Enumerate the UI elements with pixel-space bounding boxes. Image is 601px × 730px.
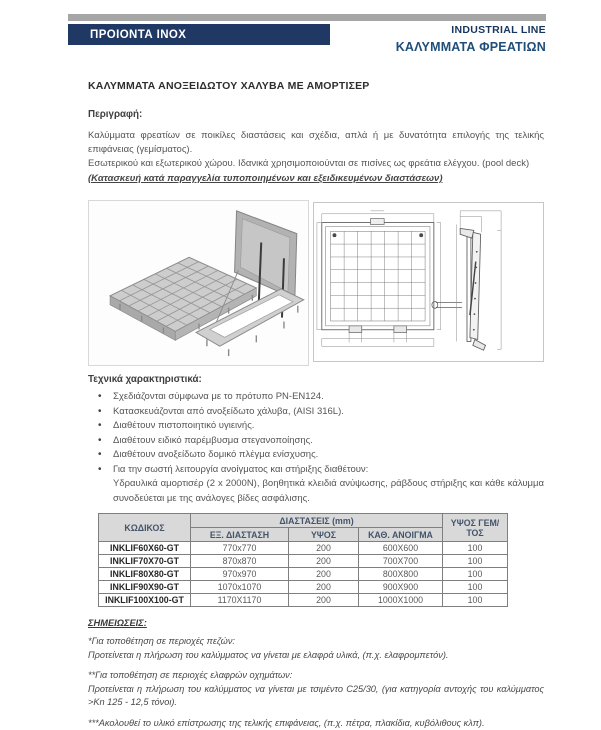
spec-item: • Κατασκευάζονται από ανοξείδωτο χάλυβα, (AISI 316L). xyxy=(88,405,544,420)
height-value: 200 xyxy=(289,568,359,581)
note-lead: ***Ακολουθεί το υλικό επίστρωσης της τελικής επιφάνειας, (π.χ. πέτρα, πλακίδια, κυβόλιθους κλπ). xyxy=(88,717,544,730)
table-row xyxy=(99,568,508,581)
product-code: INKLIF60X60-GT xyxy=(99,542,191,555)
product-code: INKLIF90X90-GT xyxy=(99,581,191,594)
fill-height: 100 xyxy=(443,542,508,555)
height-value: 200 xyxy=(289,555,359,568)
note-body: Προτείνεται η πλήρωση του καλύμματος να γίνεται με ελαφρά υλικά, (π.χ. ελαφρομπετόν). xyxy=(88,649,544,663)
spec-item: • Για την σωστή λειτουργία ανοίγματος και στήριξης διαθέτουν: xyxy=(88,463,544,478)
description-paragraph-1: Καλύμματα φρεατίων σε ποικίλες διαστάσεις και σχέδια, απλά ή με δυνατότητα επιλογής της τελικής επιφάνειας (γεμίσματος). xyxy=(88,129,544,157)
ext-dimension: 870x870 xyxy=(191,555,289,568)
specs-heading: Τεχνικά χαρακτηριστικά: xyxy=(88,374,544,385)
fill-height: 100 xyxy=(443,594,508,607)
header-right xyxy=(396,25,546,53)
page-title: ΚΑΛΥΜΜΑΤΑ ΑΝΟΞΕΙΔΩΤΟΥ ΧΑΛΥΒΑ ΜΕ ΑΜΟΡΤΙΣΕΡ xyxy=(88,80,544,92)
note-lead: *Για τοποθέτηση σε περιοχές πεζών: xyxy=(88,635,544,649)
technical-drawing xyxy=(313,202,544,362)
table-row xyxy=(99,555,508,568)
col-header-clear-opening: ΚΑΘ. ΑΝΟΙΓΜΑ xyxy=(359,528,443,542)
col-header-dimensions: ΔΙΑΣΤΑΣΕΙΣ (mm) xyxy=(191,514,443,528)
note-body: Προτείνεται η πλήρωση του καλύμματος να γίνεται με τσιμέντο C25/30, (για κατηγορία αντοχής του καλύμματος >Κn 125 - 12,5 τόνοι). xyxy=(88,683,544,710)
manhole-cover-render-image xyxy=(89,201,308,365)
fill-height: 100 xyxy=(443,555,508,568)
header-gray-bar xyxy=(68,14,546,21)
notes-heading: ΣΗΜΕΙΩΣΕΙΣ: xyxy=(88,618,544,628)
clear-opening: 600X600 xyxy=(359,542,443,555)
document-body xyxy=(88,80,544,730)
product-code: INKLIF80X80-GT xyxy=(99,568,191,581)
note-lead: **Για τοποθέτηση σε περιοχές ελαφρών οχημάτων: xyxy=(88,669,544,683)
description-heading: Περιγραφή: xyxy=(88,109,544,120)
custom-order-note: (Κατασκευή κατά παραγγελία τυποποιημένων και εξειδικευμένων διαστάσεων) xyxy=(88,172,544,186)
spec-item: • Διαθέτουν ανοξείδωτο δομικό πλέγμα ενίσχυσης. xyxy=(88,448,544,463)
brand-title: ΠΡΟΙΟΝΤΑ INOX xyxy=(90,29,186,41)
product-photo xyxy=(88,200,309,366)
spec-item: • Διαθέτουν ειδικό παρέμβυσμα στεγανοποίησης. xyxy=(88,434,544,449)
description-paragraph-2: Εσωτερικού και εξωτερικού χώρου. Ιδανικά χρησιμοποιούνται σε πισίνες ως φρεάτια ελέγχου. (pool deck) xyxy=(88,157,544,171)
dimensions-table xyxy=(98,513,508,607)
table-row xyxy=(99,581,508,594)
col-header-code: ΚΩΔΙΚΟΣ xyxy=(99,514,191,542)
note-item xyxy=(88,635,544,662)
col-header-height: ΥΨΟΣ xyxy=(289,528,359,542)
clear-opening: 800X800 xyxy=(359,568,443,581)
ext-dimension: 970x970 xyxy=(191,568,289,581)
ext-dimension: 1170X1170 xyxy=(191,594,289,607)
col-header-fill-height: ΥΨΟΣ ΓΕΜ/ΤΟΣ xyxy=(443,514,508,542)
clear-opening: 1000X1000 xyxy=(359,594,443,607)
ext-dimension: 1070x1070 xyxy=(191,581,289,594)
specs-list xyxy=(88,390,544,477)
fill-height: 100 xyxy=(443,581,508,594)
brand-banner xyxy=(68,24,330,45)
product-line-label: INDUSTRIAL LINE xyxy=(396,25,546,36)
col-header-ext-dimension: ΕΞ. ΔΙΑΣΤΑΣΗ xyxy=(191,528,289,542)
note-item xyxy=(88,669,544,710)
fill-height: 100 xyxy=(443,568,508,581)
table-row xyxy=(99,594,508,607)
height-value: 200 xyxy=(289,581,359,594)
product-code: INKLIF70X70-GT xyxy=(99,555,191,568)
clear-opening: 700X700 xyxy=(359,555,443,568)
height-value: 200 xyxy=(289,594,359,607)
figures-row xyxy=(88,200,544,366)
spec-item: • Σχεδιάζονται σύμφωνα με το πρότυπο PN-EN124. xyxy=(88,390,544,405)
category-label: ΚΑΛΥΜΜΑΤΑ ΦΡΕΑΤΙΩΝ xyxy=(396,41,546,54)
clear-opening: 900X900 xyxy=(359,581,443,594)
table-row xyxy=(99,542,508,555)
note-item xyxy=(88,717,544,730)
ext-dimension: 770x770 xyxy=(191,542,289,555)
spec-continuation: Υδραυλικά αμορτισέρ (2 x 2000N), βοηθητικά κλειδιά ανύψωσης, ράβδους στήριξης και κάθε κάλυμμα συνοδεύεται με της ανάλογες βίδες ασφάλισης. xyxy=(113,477,544,506)
product-code: INKLIF100X100-GT xyxy=(99,594,191,607)
notes-section xyxy=(88,618,544,730)
spec-item: • Διαθέτουν πιστοποιητικό υγιεινής. xyxy=(88,419,544,434)
technical-drawing-image xyxy=(314,203,543,361)
height-value: 200 xyxy=(289,542,359,555)
